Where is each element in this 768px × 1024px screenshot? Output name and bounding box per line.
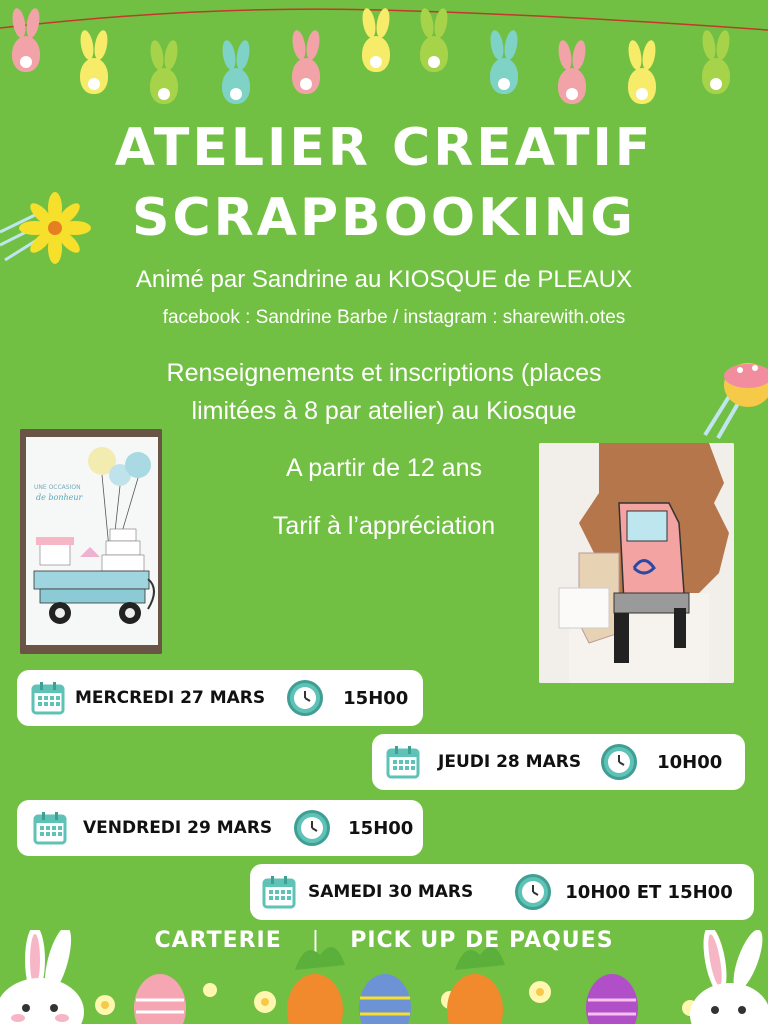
card-photo [20, 429, 162, 654]
session-day: MERCREDI 27 MARS [75, 688, 266, 708]
bunny-bunting-icon [78, 30, 110, 100]
session-thursday [372, 734, 745, 790]
info-line-2: limitées à 8 par atelier) au Kiosque [191, 397, 577, 425]
bunny-bunting-icon [360, 8, 392, 78]
bunny-bunting-icon [556, 40, 588, 110]
session-friday [17, 800, 423, 856]
calendar-icon [31, 681, 65, 715]
info-line-1: Renseignements et inscriptions (places [166, 359, 602, 387]
calendar-icon [262, 875, 296, 909]
footer-separator: | [311, 928, 321, 953]
bunny-bunting-icon [290, 30, 322, 100]
session-wednesday [17, 670, 423, 726]
clock-icon [515, 874, 551, 910]
session-day: JEUDI 28 MARS [438, 752, 582, 772]
bunny-face-icon [0, 930, 84, 1024]
session-day: SAMEDI 30 MARS [308, 882, 474, 902]
title-line-1: ATELIER CREATIF [114, 118, 654, 178]
footer-item-carterie: CARTERIE [154, 928, 282, 953]
session-time: 15H00 [348, 817, 414, 839]
title-line-2: SCRAPBOOKING [132, 188, 636, 248]
clock-icon [287, 680, 323, 716]
bunny-bunting-icon [220, 40, 252, 110]
bunny-bunting-icon [148, 40, 180, 110]
session-saturday [250, 864, 754, 920]
clock-icon [294, 810, 330, 846]
footer-item-pickup: PICK UP DE PAQUES [350, 928, 614, 953]
tarif-text: Tarif à l’appréciation [272, 512, 496, 540]
subtitle: Animé par Sandrine au KIOSQUE de PLEAUX [135, 266, 633, 293]
social-links: facebook : Sandrine Barbe / instagram : sharewith.otes [162, 307, 626, 328]
session-time: 15H00 [343, 687, 409, 709]
bunny-bunting-icon [488, 30, 520, 100]
truck-photo [539, 443, 734, 683]
calendar-icon [33, 811, 67, 845]
truck-illustration [539, 443, 734, 683]
calendar-icon [386, 745, 420, 779]
bunny-bunting-icon [700, 30, 732, 100]
easter-egg-icon [134, 974, 638, 1024]
clock-icon [601, 744, 637, 780]
bunny-bunting-icon [10, 8, 42, 78]
age-text: A partir de 12 ans [286, 454, 482, 482]
card-text-1: UNE OCCASION [34, 484, 81, 491]
session-day: VENDREDI 29 MARS [83, 818, 273, 838]
info-text [0, 354, 768, 430]
session-time: 10H00 ET 15H00 [565, 881, 733, 903]
card-text-2: de bonheur [36, 493, 83, 502]
card-illustration [20, 429, 162, 654]
bottom-decoration [0, 930, 768, 1024]
bunny-bunting-icon [418, 8, 450, 78]
session-time: 10H00 [657, 751, 723, 773]
bunny-bunting-icon [626, 40, 658, 110]
